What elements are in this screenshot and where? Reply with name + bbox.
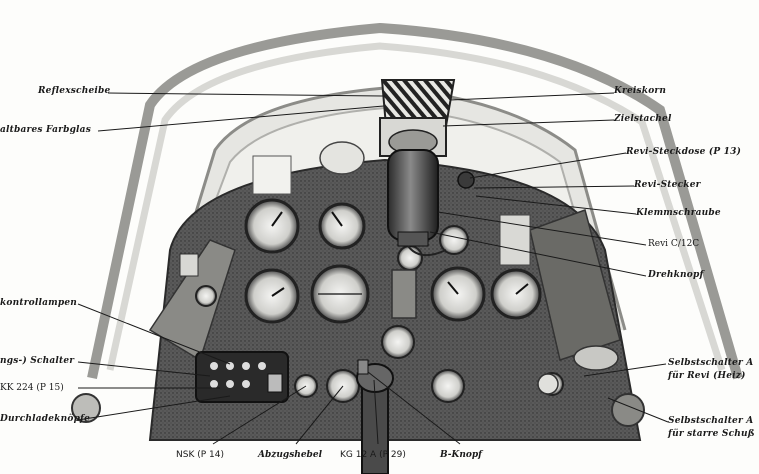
label-farbglas: altbares Farbglas (0, 125, 91, 135)
label-selbstschalter-a-2: Selbstschalter A (668, 416, 754, 426)
label-starre-schuss: für starre Schuß (668, 429, 755, 439)
label-durchladeknoepfe: Durchladeknöpfe (0, 414, 91, 424)
label-schalter: ngs-) Schalter (0, 356, 75, 366)
label-revi-c12c: Revi C/12C (648, 239, 700, 249)
label-kg12a: KG 12 A (P 29) (340, 450, 406, 460)
label-revi-steckdose: Revi-Steckdose (P 13) (626, 147, 742, 157)
label-kontrollampen: kontrollampen (0, 298, 78, 308)
switch-box (196, 352, 288, 402)
label-selbstschalter-a-1: Selbstschalter A (668, 358, 754, 368)
label-fuer-revi: für Revi (Heiz) (668, 371, 746, 381)
label-drehknopf: Drehknopf (648, 270, 704, 280)
label-revi-stecker: Revi-Stecker (634, 180, 701, 190)
label-abzugshebel: Abzugshebel (258, 450, 322, 460)
label-kk224: KK 224 (P 15) (0, 383, 64, 393)
label-kreiskorn: Kreiskorn (614, 86, 667, 96)
label-nsk: NSK (P 14) (176, 450, 224, 460)
label-b-knopf: B-Knopf (440, 450, 483, 460)
label-klemmschraube: Klemmschraube (636, 208, 721, 218)
label-zielstachel: Zielstachel (614, 114, 672, 124)
label-reflexscheibe: Reflexscheibe (38, 86, 111, 96)
